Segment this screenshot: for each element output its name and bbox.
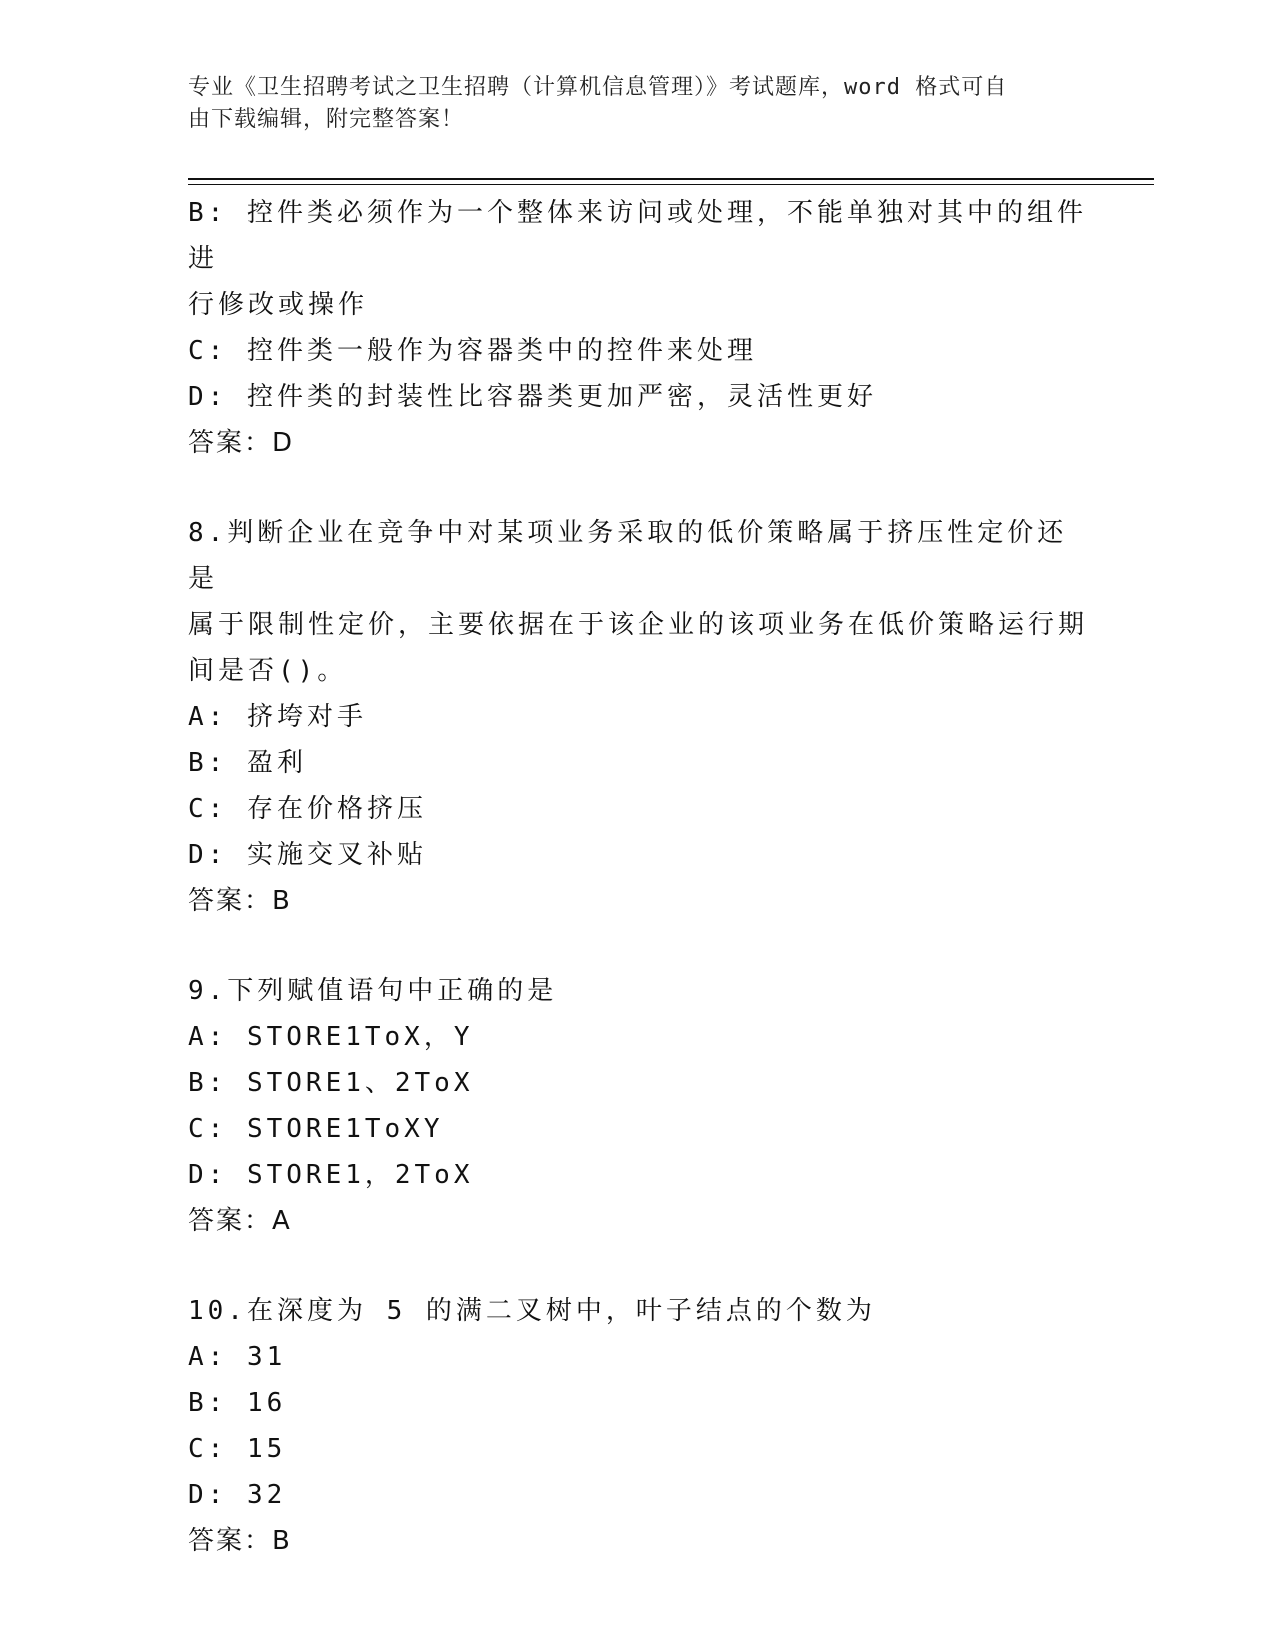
q10-answer: 答案：B (188, 1526, 292, 1556)
header-line-1: 专业《卫生招聘考试之卫生招聘（计算机信息管理）》考试题库，word 格式可自 (188, 75, 1008, 100)
q7-answer: 答案：D (188, 428, 295, 458)
q7-option-b-line-2: 行修改或操作 (188, 290, 369, 320)
spacer (188, 1244, 1088, 1288)
q9-stem: 9.下列赋值语句中正确的是 (188, 976, 558, 1006)
q8-option-a: A: 挤垮对手 (188, 702, 367, 732)
q8-answer: 答案：B (188, 886, 292, 916)
spacer (188, 924, 1088, 968)
q8-option-d: D: 实施交叉补贴 (188, 840, 427, 870)
question-10-block (188, 1288, 1088, 1564)
q10-stem: 10.在深度为 5 的满二叉树中，叶子结点的个数为 (188, 1296, 876, 1326)
q8-stem-line-1: 8.判断企业在竞争中对某项业务采取的低价策略属于挤压性定价还是 (188, 518, 1068, 594)
header-divider-thick (188, 178, 1154, 180)
q10-option-b: B: 16 (188, 1388, 287, 1418)
q7-option-b-line-1: B: 控件类必须作为一个整体来访问或处理，不能单独对其中的组件进 (188, 198, 1087, 274)
q10-option-a: A: 31 (188, 1342, 287, 1372)
q10-option-d: D: 32 (188, 1480, 287, 1510)
q9-option-b: B: STORE1、2ToX (188, 1068, 474, 1098)
header-line-2: 由下载编辑，附完整答案！ (188, 107, 465, 132)
q9-option-d: D: STORE1，2ToX (188, 1160, 474, 1190)
header-divider-thin (188, 184, 1154, 185)
question-list (188, 190, 1088, 1564)
q10-option-c: C: 15 (188, 1434, 287, 1464)
q9-option-a: A: STORE1ToX，Y (188, 1022, 474, 1052)
q8-option-c: C: 存在价格挤压 (188, 794, 427, 824)
spacer (188, 466, 1088, 510)
question-8-block (188, 510, 1088, 924)
q8-option-b: B: 盈利 (188, 748, 307, 778)
q7-option-c: C: 控件类一般作为容器类中的控件来处理 (188, 336, 757, 366)
document-header (188, 72, 1088, 136)
q9-answer: 答案：A (188, 1206, 292, 1236)
q7-option-d: D: 控件类的封装性比容器类更加严密，灵活性更好 (188, 382, 877, 412)
question-9-block (188, 968, 1088, 1244)
q9-option-c: C: STORE1ToXY (188, 1114, 444, 1144)
question-7-block (188, 190, 1088, 466)
q8-stem-line-3: 间是否()。 (188, 656, 348, 686)
q8-stem-line-2: 属于限制性定价，主要依据在于该企业的该项业务在低价策略运行期 (188, 610, 1089, 640)
